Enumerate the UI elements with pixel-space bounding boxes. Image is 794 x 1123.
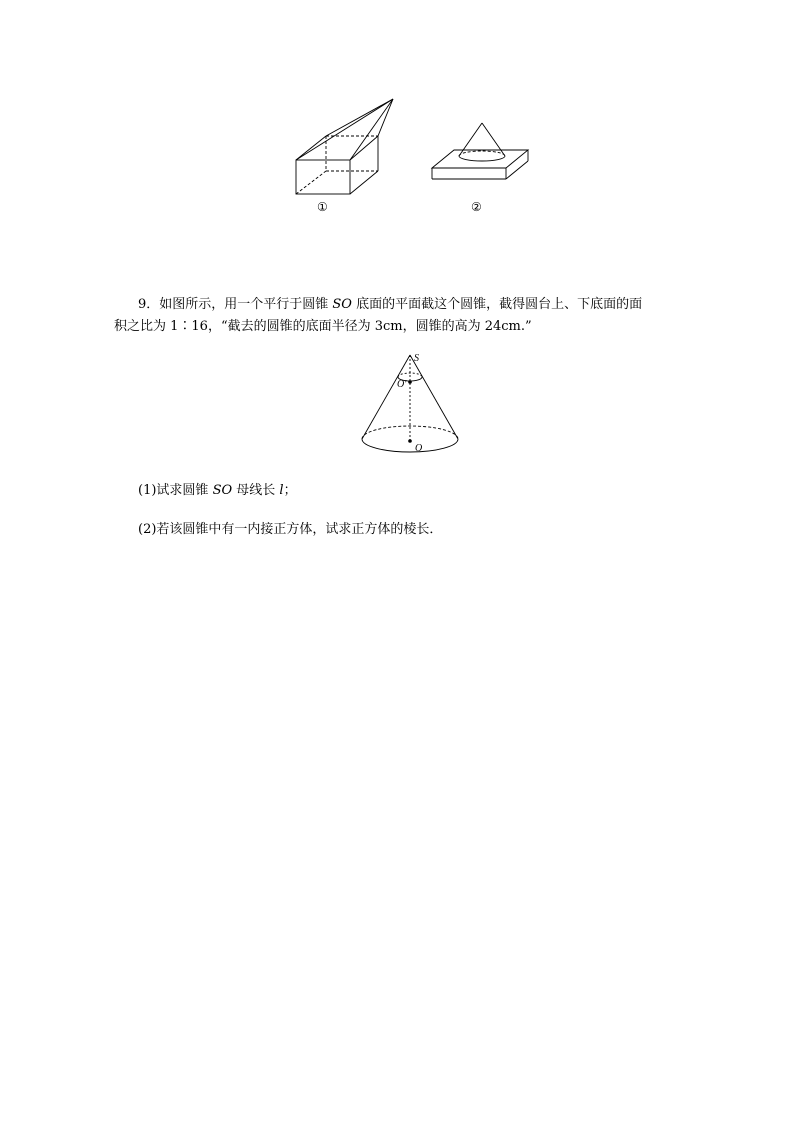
problem-9-line-1 — [138, 294, 642, 316]
figure-2-drawing — [428, 120, 533, 185]
question-1 — [138, 480, 297, 502]
q1-text-b: 母线长 — [232, 483, 280, 498]
cone-name-var: SO — [332, 297, 352, 312]
cone-diagram — [355, 350, 470, 468]
q1-var-l: l — [279, 483, 284, 498]
figure-1-label: ① — [317, 200, 328, 214]
problem-9-line-2: 积之比为 1∶16，“截去的圆锥的底面半径为 3cm，圆锥的高为 24cm.” — [114, 319, 532, 334]
figure-1-drawing — [290, 95, 400, 200]
apex-label: S — [414, 353, 419, 364]
top-center-point — [408, 380, 412, 384]
figure-1-prism-pyramid — [290, 95, 400, 200]
figure-2-cone-on-slab — [428, 120, 533, 185]
q1-text-c: ； — [283, 483, 297, 498]
problem-text-b: 底面的平面截这个圆锥，截得圆台上、下底面的面 — [351, 297, 643, 312]
question-2: (2)若该圆锥中有一内接正方体，试求正方体的棱长． — [138, 522, 443, 537]
q1-text-a: (1)试求圆锥 — [138, 483, 213, 498]
problem-text-a: 9．如图所示，用一个平行于圆锥 — [138, 297, 333, 312]
base-center-label: O — [415, 443, 423, 454]
cone-drawing — [355, 350, 470, 468]
figure-2-label: ② — [471, 200, 482, 214]
q1-var-so: SO — [212, 483, 233, 498]
top-center-label: O' — [397, 379, 407, 390]
base-center-point — [408, 439, 412, 443]
